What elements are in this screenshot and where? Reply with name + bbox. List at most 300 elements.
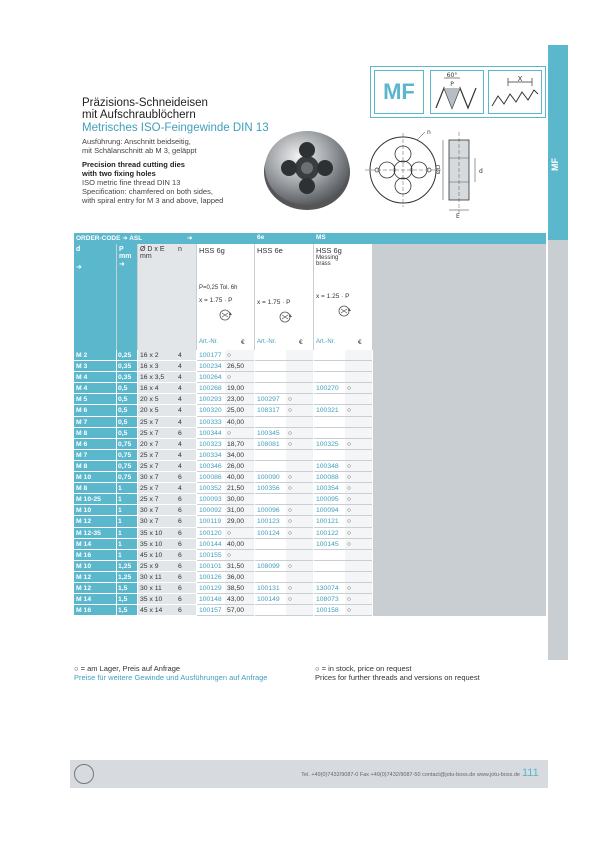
cell-a1: 100092 bbox=[197, 505, 225, 516]
table-row bbox=[74, 528, 546, 539]
cell-a2: 100345 bbox=[255, 428, 286, 439]
cell-dxe: 30 x 11 bbox=[138, 583, 176, 594]
cell-e1: 40,00 bbox=[225, 472, 254, 483]
side-tab bbox=[548, 45, 568, 240]
cell-n: 6 bbox=[176, 561, 196, 572]
cell-a1: 100129 bbox=[197, 583, 225, 594]
cell-d: M 14 bbox=[74, 594, 116, 605]
row-filler bbox=[373, 372, 546, 383]
cell-a3 bbox=[314, 450, 345, 461]
cell-a3: 100354 bbox=[314, 483, 345, 494]
table-row bbox=[74, 516, 546, 527]
row-filler bbox=[373, 516, 546, 527]
cell-n: 4 bbox=[176, 361, 196, 372]
row-filler bbox=[373, 439, 546, 450]
cell-a3: 100095 bbox=[314, 494, 345, 505]
cell-p: 1 bbox=[117, 550, 137, 561]
cell-n: 4 bbox=[176, 394, 196, 405]
cell-e3 bbox=[345, 450, 372, 461]
cell-p: 0,35 bbox=[117, 361, 137, 372]
cell-a2: 100131 bbox=[255, 583, 286, 594]
drawing-n-label: n bbox=[427, 129, 431, 136]
cell-a1: 100334 bbox=[197, 450, 225, 461]
cell-e3 bbox=[345, 428, 372, 439]
cell-p: 0,35 bbox=[117, 372, 137, 383]
cell-a1: 100352 bbox=[197, 483, 225, 494]
cell-a1: 100119 bbox=[197, 516, 225, 527]
cell-n: 6 bbox=[176, 528, 196, 539]
row-filler bbox=[373, 572, 546, 583]
cell-e1: ○ bbox=[225, 372, 254, 383]
row-filler bbox=[373, 405, 546, 416]
cell-d: M 8 bbox=[74, 483, 116, 494]
cell-e1: 43,00 bbox=[225, 594, 254, 605]
row-filler bbox=[373, 494, 546, 505]
cell-dxe: 25 x 7 bbox=[138, 450, 176, 461]
cell-a3: 100094 bbox=[314, 505, 345, 516]
cell-dxe: 20 x 5 bbox=[138, 394, 176, 405]
cell-e1: 26,50 bbox=[225, 361, 254, 372]
cell-a2 bbox=[255, 372, 286, 383]
cell-d: M 6 bbox=[74, 405, 116, 416]
cell-e1: 26,00 bbox=[225, 461, 254, 472]
cell-d: M 6 bbox=[74, 439, 116, 450]
cell-d: M 2 bbox=[74, 350, 116, 361]
cell-a2 bbox=[255, 605, 286, 616]
cell-p: 1,25 bbox=[117, 561, 137, 572]
thread-pitch-label: P bbox=[450, 81, 454, 88]
cell-e3 bbox=[345, 350, 372, 361]
cell-e2 bbox=[286, 494, 313, 505]
cell-e2 bbox=[286, 372, 313, 383]
row-filler bbox=[373, 561, 546, 572]
cell-a1: 100155 bbox=[197, 550, 225, 561]
cell-e2 bbox=[286, 417, 313, 428]
cell-e3: ○ bbox=[345, 461, 372, 472]
row-filler bbox=[373, 472, 546, 483]
cell-p: 0,75 bbox=[117, 461, 137, 472]
table-row bbox=[74, 428, 546, 439]
cell-p: 1,5 bbox=[117, 594, 137, 605]
table-row bbox=[74, 361, 546, 372]
cell-dxe: 16 x 3,5 bbox=[138, 372, 176, 383]
cell-a2: 108081 bbox=[255, 439, 286, 450]
cell-dxe: 25 x 7 bbox=[138, 417, 176, 428]
cell-dxe: 45 x 14 bbox=[138, 605, 176, 616]
thread-profile-icon bbox=[430, 70, 484, 114]
cell-a3 bbox=[314, 394, 345, 405]
cell-n: 6 bbox=[176, 428, 196, 439]
product-table bbox=[74, 233, 546, 616]
row-filler bbox=[373, 528, 546, 539]
col-p: P mm ➜ bbox=[117, 244, 137, 350]
en-bold-1: Precision thread cutting dies bbox=[82, 160, 185, 169]
cell-dxe: 25 x 7 bbox=[138, 428, 176, 439]
cell-e2: ○ bbox=[286, 483, 313, 494]
cell-e1: 40,00 bbox=[225, 539, 254, 550]
title-de-line2: mit Aufschraublöchern bbox=[82, 109, 196, 121]
en-desc-3: with spiral entry for M 3 and above, lapped bbox=[82, 196, 224, 205]
cell-a1: 100148 bbox=[197, 594, 225, 605]
die-photo bbox=[262, 124, 352, 214]
cell-a2 bbox=[255, 417, 286, 428]
page-number: 111 bbox=[522, 767, 539, 779]
de-desc-2: mit Schälanschnitt ab M 3, geläppt bbox=[82, 146, 197, 155]
cell-p: 1 bbox=[117, 539, 137, 550]
cell-a2: 100090 bbox=[255, 472, 286, 483]
cell-dxe: 30 x 7 bbox=[138, 516, 176, 527]
cell-e2 bbox=[286, 572, 313, 583]
footnote-de-2: Preise für weitere Gewinde und Ausführungen auf Anfrage bbox=[74, 673, 268, 682]
cell-a1: 100293 bbox=[197, 394, 225, 405]
cell-e1: 30,00 bbox=[225, 494, 254, 505]
cell-d: M 16 bbox=[74, 605, 116, 616]
chamfer-dimension-icon bbox=[488, 70, 542, 114]
group-ms-label: MS bbox=[316, 234, 326, 241]
dim-x-label: X bbox=[517, 75, 523, 83]
cell-d: M 3 bbox=[74, 361, 116, 372]
cell-e2 bbox=[286, 383, 313, 394]
cell-a2 bbox=[255, 539, 286, 550]
row-filler bbox=[373, 417, 546, 428]
cell-a3: 100321 bbox=[314, 405, 345, 416]
cell-p: 0,75 bbox=[117, 450, 137, 461]
cell-e2: ○ bbox=[286, 583, 313, 594]
cell-e3: ○ bbox=[345, 539, 372, 550]
table-row bbox=[74, 439, 546, 450]
cell-d: M 16 bbox=[74, 550, 116, 561]
en-desc-1: ISO metric fine thread DIN 13 bbox=[82, 178, 181, 187]
cell-e3: ○ bbox=[345, 383, 372, 394]
cell-e2: ○ bbox=[286, 528, 313, 539]
cell-a2 bbox=[255, 494, 286, 505]
cell-a1: 100333 bbox=[197, 417, 225, 428]
cell-p: 0,5 bbox=[117, 428, 137, 439]
cell-n: 4 bbox=[176, 461, 196, 472]
cell-e1: 23,00 bbox=[225, 394, 254, 405]
cell-n: 6 bbox=[176, 550, 196, 561]
cell-a1: 100344 bbox=[197, 428, 225, 439]
cell-a3 bbox=[314, 361, 345, 372]
row-filler bbox=[373, 483, 546, 494]
table-order-row bbox=[74, 233, 546, 244]
cell-a2 bbox=[255, 461, 286, 472]
cell-d: M 4 bbox=[74, 383, 116, 394]
table-row bbox=[74, 550, 546, 561]
cell-e2: ○ bbox=[286, 516, 313, 527]
cell-e2 bbox=[286, 450, 313, 461]
cell-dxe: 25 x 7 bbox=[138, 483, 176, 494]
cell-e1: 19,00 bbox=[225, 383, 254, 394]
table-row bbox=[74, 461, 546, 472]
footnote-de-1: ○ = am Lager, Preis auf Anfrage bbox=[74, 664, 181, 673]
cell-n: 4 bbox=[176, 372, 196, 383]
cell-a3: 100122 bbox=[314, 528, 345, 539]
cell-p: 0,75 bbox=[117, 439, 137, 450]
drawing-e-label: E bbox=[456, 213, 460, 220]
cell-e2 bbox=[286, 550, 313, 561]
cell-a3 bbox=[314, 428, 345, 439]
col-n: n bbox=[176, 244, 196, 350]
table-body bbox=[74, 350, 546, 616]
cell-a1: 100346 bbox=[197, 461, 225, 472]
cell-a3: 108073 bbox=[314, 594, 345, 605]
cell-n: 6 bbox=[176, 605, 196, 616]
cell-e3 bbox=[345, 572, 372, 583]
cell-d: M 10 bbox=[74, 472, 116, 483]
cell-a1: 100157 bbox=[197, 605, 225, 616]
table-column-header bbox=[74, 244, 546, 350]
cell-p: 1 bbox=[117, 516, 137, 527]
cell-e2: ○ bbox=[286, 561, 313, 572]
col-dxe: Ø D x E mm bbox=[138, 244, 176, 350]
cell-p: 1 bbox=[117, 483, 137, 494]
cell-e3 bbox=[345, 561, 372, 572]
cell-dxe: 20 x 7 bbox=[138, 439, 176, 450]
row-filler bbox=[373, 461, 546, 472]
rotation-icon bbox=[336, 304, 352, 318]
cell-dxe: 35 x 10 bbox=[138, 528, 176, 539]
table-row bbox=[74, 594, 546, 605]
cell-a3 bbox=[314, 561, 345, 572]
drawing-d-label: d bbox=[479, 168, 483, 175]
cell-d: M 14 bbox=[74, 539, 116, 550]
cell-e3 bbox=[345, 550, 372, 561]
cell-a3: 100270 bbox=[314, 383, 345, 394]
cell-n: 6 bbox=[176, 572, 196, 583]
cell-dxe: 20 x 5 bbox=[138, 405, 176, 416]
cell-e1: 36,00 bbox=[225, 572, 254, 583]
cell-e3: ○ bbox=[345, 505, 372, 516]
cell-d: M 12 bbox=[74, 583, 116, 594]
row-filler bbox=[373, 350, 546, 361]
cell-a3 bbox=[314, 372, 345, 383]
company-logo bbox=[74, 764, 94, 784]
cell-e2 bbox=[286, 350, 313, 361]
cell-dxe: 30 x 7 bbox=[138, 505, 176, 516]
cell-a2: 100096 bbox=[255, 505, 286, 516]
rotation-icon bbox=[277, 310, 293, 324]
table-row bbox=[74, 483, 546, 494]
cell-dxe: 25 x 9 bbox=[138, 561, 176, 572]
cell-e1: ○ bbox=[225, 528, 254, 539]
cell-e3: ○ bbox=[345, 405, 372, 416]
cell-dxe: 35 x 10 bbox=[138, 594, 176, 605]
header-code: MF bbox=[374, 70, 424, 114]
cell-e1: 31,00 bbox=[225, 505, 254, 516]
cell-p: 1,5 bbox=[117, 583, 137, 594]
cell-a1: 100320 bbox=[197, 405, 225, 416]
de-desc-1: Ausführung: Anschnitt beidseitig, bbox=[82, 137, 191, 146]
cell-e1: 34,00 bbox=[225, 450, 254, 461]
table-row bbox=[74, 572, 546, 583]
cell-p: 0,25 bbox=[117, 350, 137, 361]
cell-a3: 130074 bbox=[314, 583, 345, 594]
cell-e1: 25,00 bbox=[225, 405, 254, 416]
cell-a2: 100149 bbox=[255, 594, 286, 605]
cell-d: M 10 bbox=[74, 561, 116, 572]
row-filler bbox=[373, 583, 546, 594]
cell-d: M 8 bbox=[74, 461, 116, 472]
cell-n: 6 bbox=[176, 583, 196, 594]
cell-p: 0,75 bbox=[117, 472, 137, 483]
cell-d: M 7 bbox=[74, 417, 116, 428]
technical-drawing bbox=[363, 128, 488, 220]
table-row bbox=[74, 505, 546, 516]
cell-a2: 108099 bbox=[255, 561, 286, 572]
cell-dxe: 35 x 10 bbox=[138, 539, 176, 550]
cell-a1: 100093 bbox=[197, 494, 225, 505]
cell-dxe: 30 x 7 bbox=[138, 472, 176, 483]
cell-e1: ○ bbox=[225, 350, 254, 361]
cell-a3 bbox=[314, 350, 345, 361]
cell-a1: 100120 bbox=[197, 528, 225, 539]
cell-d: M 10 bbox=[74, 505, 116, 516]
cell-a1: 100323 bbox=[197, 439, 225, 450]
cell-e2: ○ bbox=[286, 439, 313, 450]
cell-a3: 100145 bbox=[314, 539, 345, 550]
cell-e3: ○ bbox=[345, 494, 372, 505]
table-row bbox=[74, 561, 546, 572]
cell-e1: 57,00 bbox=[225, 605, 254, 616]
footnote-en-1: ○ = in stock, price on request bbox=[315, 664, 412, 673]
cell-a2: 100123 bbox=[255, 516, 286, 527]
cell-a1: 100126 bbox=[197, 572, 225, 583]
cell-a2 bbox=[255, 450, 286, 461]
cell-p: 1 bbox=[117, 528, 137, 539]
cell-p: 0,5 bbox=[117, 394, 137, 405]
table-row bbox=[74, 583, 546, 594]
cell-n: 4 bbox=[176, 450, 196, 461]
cell-d: M 7 bbox=[74, 450, 116, 461]
cell-a2 bbox=[255, 350, 286, 361]
col-d: d ➜ bbox=[74, 244, 116, 350]
cell-e3: ○ bbox=[345, 528, 372, 539]
cell-a2 bbox=[255, 383, 286, 394]
cell-p: 0,5 bbox=[117, 417, 137, 428]
title-de-line1: Präzisions-Schneideisen bbox=[82, 97, 208, 109]
cell-e1: ○ bbox=[225, 428, 254, 439]
cell-a1: 100101 bbox=[197, 561, 225, 572]
en-bold-2: with two fixing holes bbox=[82, 169, 156, 178]
cell-a3 bbox=[314, 550, 345, 561]
cell-e1: 21,50 bbox=[225, 483, 254, 494]
cell-e3: ○ bbox=[345, 483, 372, 494]
order-code-label: ORDER-CODE ➜ ASL bbox=[76, 235, 143, 242]
cell-e1: 40,00 bbox=[225, 417, 254, 428]
table-row bbox=[74, 383, 546, 394]
order-arrow: ➜ bbox=[187, 235, 193, 242]
cell-e3: ○ bbox=[345, 583, 372, 594]
row-filler bbox=[373, 394, 546, 405]
cell-n: 4 bbox=[176, 383, 196, 394]
cell-n: 6 bbox=[176, 505, 196, 516]
row-filler bbox=[373, 428, 546, 439]
drawing-od-label: ØD bbox=[435, 164, 442, 174]
cell-n: 4 bbox=[176, 350, 196, 361]
row-filler bbox=[373, 361, 546, 372]
cell-a1: 100234 bbox=[197, 361, 225, 372]
cell-e3 bbox=[345, 361, 372, 372]
cell-dxe: 25 x 7 bbox=[138, 494, 176, 505]
cell-e2 bbox=[286, 361, 313, 372]
col-group-hss6e: HSS 6e x = 1.75 · P Art.-Nr. € bbox=[255, 244, 313, 350]
cell-e2 bbox=[286, 605, 313, 616]
cell-e3: ○ bbox=[345, 439, 372, 450]
cell-d: M 12 bbox=[74, 572, 116, 583]
cell-n: 6 bbox=[176, 516, 196, 527]
row-filler bbox=[373, 383, 546, 394]
cell-a1: 100177 bbox=[197, 350, 225, 361]
thread-angle-label: 60° bbox=[446, 72, 458, 79]
table-row bbox=[74, 405, 546, 416]
cell-a3: 100348 bbox=[314, 461, 345, 472]
cell-e3: ○ bbox=[345, 516, 372, 527]
cell-e3 bbox=[345, 372, 372, 383]
cell-a2 bbox=[255, 572, 286, 583]
cell-d: M 10-25 bbox=[74, 494, 116, 505]
cell-a2: 100356 bbox=[255, 483, 286, 494]
cell-dxe: 30 x 11 bbox=[138, 572, 176, 583]
table-row bbox=[74, 372, 546, 383]
cell-dxe: 45 x 10 bbox=[138, 550, 176, 561]
side-tab-label: MF bbox=[550, 158, 560, 172]
cell-e3: ○ bbox=[345, 594, 372, 605]
cell-e2 bbox=[286, 461, 313, 472]
table-row bbox=[74, 394, 546, 405]
group-6e-label: 6e bbox=[257, 234, 265, 241]
table-row bbox=[74, 350, 546, 361]
cell-a3: 100158 bbox=[314, 605, 345, 616]
cell-n: 6 bbox=[176, 472, 196, 483]
table-row bbox=[74, 472, 546, 483]
cell-e2: ○ bbox=[286, 594, 313, 605]
cell-e2: ○ bbox=[286, 428, 313, 439]
row-filler bbox=[373, 539, 546, 550]
cell-a2: 100297 bbox=[255, 394, 286, 405]
cell-p: 0,5 bbox=[117, 405, 137, 416]
cell-d: M 5 bbox=[74, 394, 116, 405]
cell-a2 bbox=[255, 361, 286, 372]
side-gray-band bbox=[548, 240, 568, 660]
cell-e3 bbox=[345, 394, 372, 405]
cell-p: 1,25 bbox=[117, 572, 137, 583]
cell-a2: 108317 bbox=[255, 405, 286, 416]
cell-a3: 100088 bbox=[314, 472, 345, 483]
cell-a3 bbox=[314, 572, 345, 583]
cell-a3 bbox=[314, 417, 345, 428]
cell-a1: 100144 bbox=[197, 539, 225, 550]
cell-n: 4 bbox=[176, 483, 196, 494]
cell-dxe: 25 x 7 bbox=[138, 461, 176, 472]
row-filler bbox=[373, 605, 546, 616]
cell-a1: 100086 bbox=[197, 472, 225, 483]
cell-a3: 100121 bbox=[314, 516, 345, 527]
cell-e1: 38,50 bbox=[225, 583, 254, 594]
cell-p: 0,5 bbox=[117, 383, 137, 394]
cell-n: 4 bbox=[176, 439, 196, 450]
en-desc-2: Specification: chamfered on both sides, bbox=[82, 187, 213, 196]
cell-n: 4 bbox=[176, 405, 196, 416]
row-filler bbox=[373, 594, 546, 605]
cell-e1: 18,70 bbox=[225, 439, 254, 450]
cell-a3: 100325 bbox=[314, 439, 345, 450]
cell-p: 1,5 bbox=[117, 605, 137, 616]
table-row bbox=[74, 605, 546, 616]
cell-e2: ○ bbox=[286, 472, 313, 483]
cell-a1: 100264 bbox=[197, 372, 225, 383]
cell-e1: 29,00 bbox=[225, 516, 254, 527]
